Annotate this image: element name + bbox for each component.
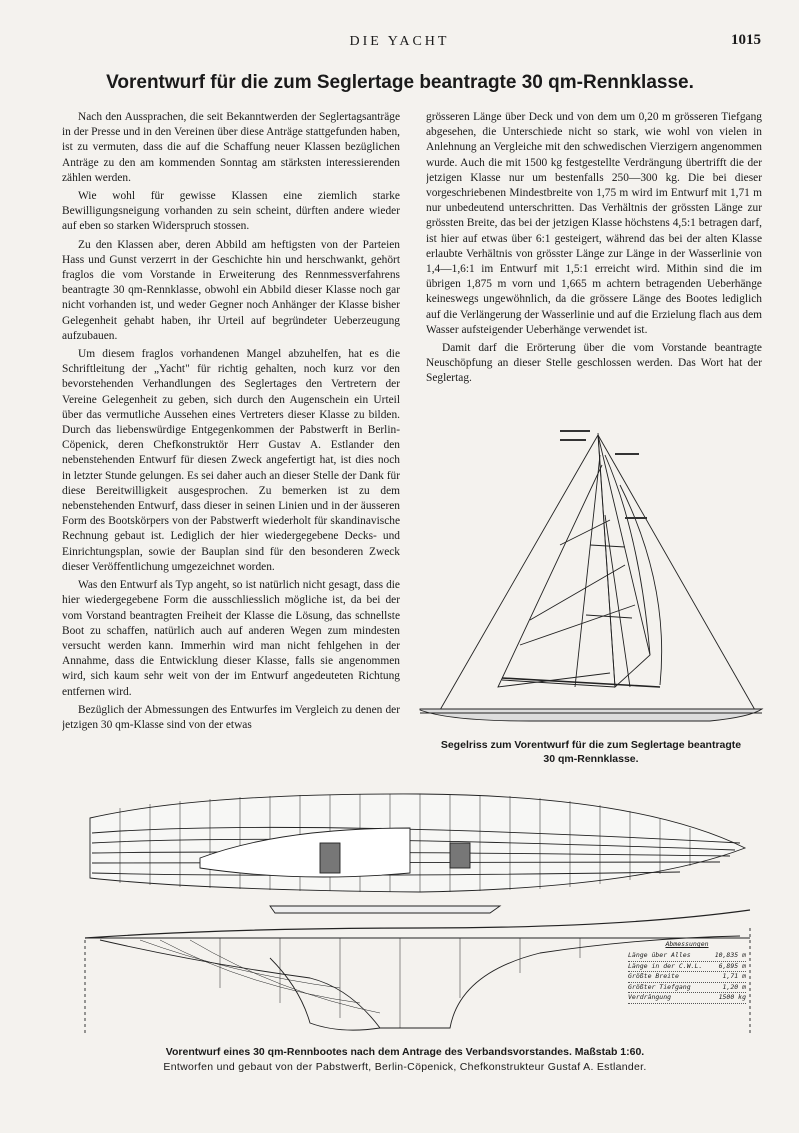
dimension-value: 1500 kg	[718, 993, 746, 1001]
right-column	[426, 110, 762, 410]
dimension-row	[628, 951, 746, 962]
paragraph: Um diesem fraglos vorhandenen Mangel abzuhelfen, hat es die Schriftleitung der „Yacht" für richtig gehalten, noch kurz vor den bevorstehenden Verhandlungen des Seglertages den Vertretern der Vereine Gelegenheit zu geben, sich durch den Augenschein ein Urteil über das vermutliche Aussehen eines Vertreters dieser Klasse zu bilden. Durch das liebenswürdige Entgegenkommen der Pabstwerft in Berlin-Cöpenick, deren Chefkonstruktör Herr Gustav A. Estlander den nebenstehenden Entwurf für diesen Zweck angefertigt hat, ist dies noch in letzter Stunde gelungen. Es sei daher auch an dieser Stelle der Dank für diese Bereitwilligkeit ausgesprochen. Zu bemerken ist zu dem nebenstehenden Entwurf, dass dieser in seinen Linien und in der äusseren Form des Bootskörpers von der Pabstwerft wiederholt für skandinavische Rechnung gebaut ist. Lediglich der hier wiedergegebene Decks- und Einrichtungsplan, sowie der Bauplan sind für den besonderen Zweck dieser Veröffentlichung umgezeichnet worden.	[62, 348, 400, 573]
paragraph: Nach den Aussprachen, die seit Bekanntwerden der Seglertagsanträge in der Presse und in den Vereinen über diese Anträge stattgefunden haben, ist zu vermuten, dass die auf die Schaffung neuer Klassen bezüglichen Anträge zu den am kommenden Sonntag am stärksten interessierenden zählen werden.	[62, 111, 400, 184]
caption-line: Segelriss zum Vorentwurf für die zum Seglertage beantragte	[440, 739, 742, 751]
dimension-row	[628, 962, 746, 973]
dimension-label: Verdrängung	[628, 993, 672, 1001]
dimensions-title: Abmessungen	[665, 940, 709, 948]
paragraph: Zu den Klassen aber, deren Abbild am heftigsten von der Parteien Hass und Gunst verzerrt in der Geschichte hin und herschwankt, gehört fraglos die vom Vorstande in Erweiterung des Rennmessverfahrens beantragte 30 qm-Rennklasse, obwohl ein Abbild dieser Klasse noch gar nicht vorhanden ist, und weder Gegner noch Anhänger der Klasse bisher Gelegenheit gehabt haben, ihr Urteil auf begründeter Ueberzeugung aufzubauen.	[62, 238, 400, 342]
paragraph: Bezüglich der Abmessungen des Entwurfes im Vergleich zu denen der jetzigen 30 qm-Klasse sind von der etwas	[62, 703, 400, 731]
sail-plan-drawing	[410, 425, 772, 725]
dimension-row	[628, 972, 746, 983]
paragraph: Damit darf die Erörterung über die vom Vorstande beantragte Neuschöpfung an dieser Stelle geschlossen werden. Das Wort hat der Seglertag.	[426, 342, 762, 385]
dimension-label: Länge in der C.W.L.	[628, 961, 703, 970]
left-column	[62, 110, 400, 778]
caption-line: Entworfen und gebaut von der Pabstwerft, Berlin-Cöpenick, Chefkonstrukteur Gustaf A. Estlander.	[163, 1061, 647, 1073]
dimension-value: 10,835 m	[714, 951, 746, 959]
dimension-value: 1,20 m	[722, 982, 746, 991]
caption-line: Vorentwurf eines 30 qm-Rennbootes nach dem Antrage des Verbandsvorstandes. Maßstab 1:60.	[165, 1046, 645, 1058]
caption-line: 30 qm-Rennklasse.	[543, 753, 639, 765]
dimension-label: Größte Breite	[628, 972, 679, 980]
paragraph: Wie wohl für gewisse Klassen eine ziemlich starke Bewilligungsneigung vorhanden zu sein scheint, dürften andere wieder auf eben so starken Widerspruch stossen.	[62, 190, 400, 233]
hull-plan-caption	[60, 1045, 750, 1075]
dimension-label: Länge über Alles	[628, 951, 691, 959]
article-title: Vorentwurf für die zum Seglertage beantragte 30 qm-Rennklasse.	[106, 72, 694, 93]
dimension-row	[628, 993, 746, 1004]
dimensions-table	[628, 940, 746, 1004]
dimension-value: 1,71 m	[722, 972, 746, 980]
paragraph: Was den Entwurf als Typ angeht, so ist natürlich nicht gesagt, dass die hier wiedergegebene Form die ausschliesslich mögliche ist, da bei der vom Vorstand beantragten Freiheit der Klasse die Lösung, das schnellste Boot zu schaffen, natürlich auch auf anderen Wegen zum mindesten versucht werden kann. Immerhin wird man nicht fehlgehen in der Annahme, dass die Entwicklung dieser Klasse, falls sie angenommen wird, sich kaum sehr weit von der im Entwurf angedeuteten Richtung entfernen wird.	[62, 579, 400, 698]
dimension-row	[628, 983, 746, 994]
sail-plan-caption	[410, 738, 772, 766]
paragraph: grösseren Länge über Deck und von dem um 0,20 m grösseren Tiefgang abgesehen, die Unterschiede nicht so stark, wie wohl von vielen in Anlehnung an Vergleiche mit den schwedischen Vierzigern angenommen wurde. Auch die mit 1500 kg festgestellte Verdrängung übertrifft die der jetzigen Klasse nur um bestenfalls 250—300 kg. Die bei dieser vorgeschriebenen Mindestbreite von 1,75 m wird im Entwurf mit 1,71 m nur unbedeutend unterschritten. Das Verhältnis der grössten Länge zur grössten Breite, das bei der jetzigen Klasse höchstens 4,5:1 betragen darf, ist hier auf etwas über 6:1 gesteigert, während das bei der alten Klasse erlaubte Verhältnis von grösster Länge zur Länge in der Wasserlinie von 1,4—1,6:1 im Entwurf mit 1,5:1 erreicht wird. Mithin sind die im übrigen 1,875 m vorn und 1,665 m achtern betragenden Ueberhänge keineswegs ungewöhnlich, da die grössere Länge des Bootes lediglich auf die Verlängerung der Wasserlinie und auf die Erzielung flach aus dem Wasser aufsteigender Ueberhänge verwendet ist.	[426, 111, 762, 336]
page-number: 1015	[731, 32, 761, 48]
dimension-label: Größter Tiefgang	[628, 982, 691, 991]
dimension-value: 6,895 m	[718, 961, 746, 970]
running-title: DIE YACHT	[349, 34, 450, 49]
